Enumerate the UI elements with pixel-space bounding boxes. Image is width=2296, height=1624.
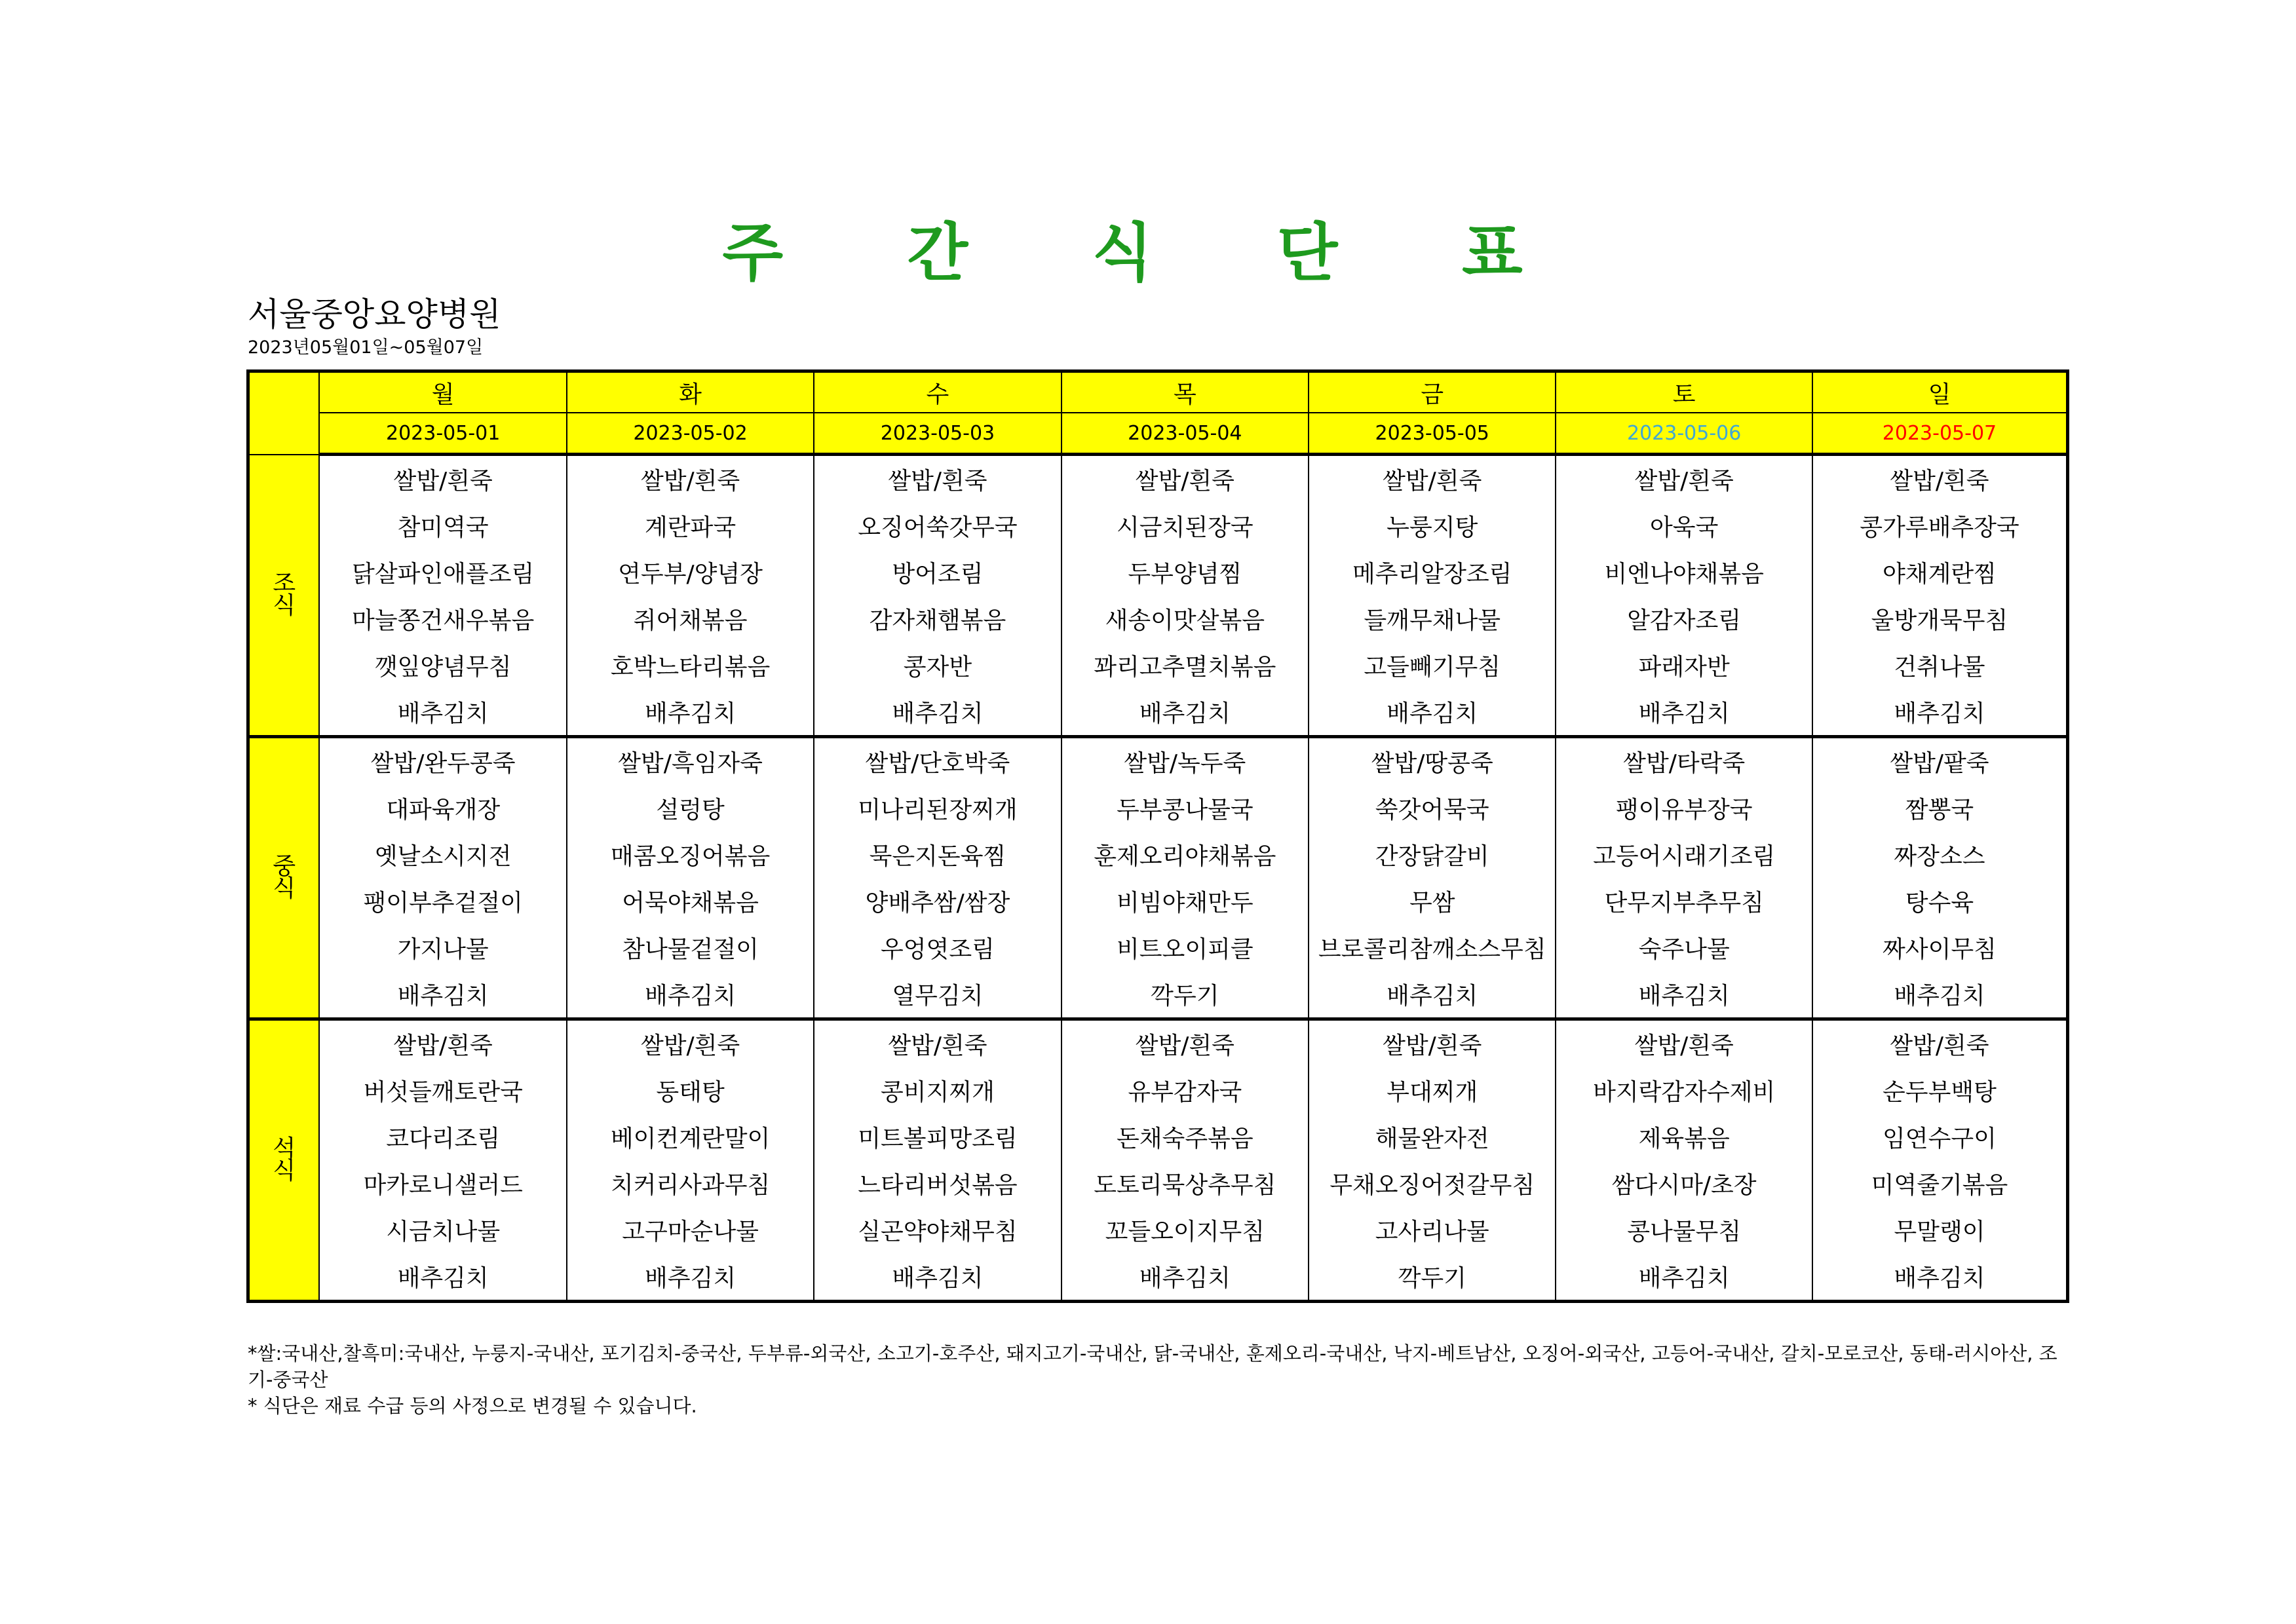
menu-item: 팽이유부장국 xyxy=(1556,785,1812,831)
table-row xyxy=(248,1067,2068,1114)
menu-item: 들깨무채나물 xyxy=(1309,595,1556,642)
table-row xyxy=(248,1253,2068,1302)
menu-item: 코다리조림 xyxy=(319,1114,566,1160)
menu-item: 배추김치 xyxy=(1062,689,1309,737)
menu-item: 쥐어채볶음 xyxy=(567,595,814,642)
menu-item: 쌀밥/타락죽 xyxy=(1556,737,1812,785)
menu-item: 쌀밥/흰죽 xyxy=(1556,455,1812,503)
table-row xyxy=(248,455,2068,503)
menu-item: 두부콩나물국 xyxy=(1062,785,1309,831)
menu-item: 배추김치 xyxy=(567,1253,814,1302)
table-row xyxy=(248,1114,2068,1160)
menu-item: 부대찌개 xyxy=(1309,1067,1556,1114)
menu-item: 아욱국 xyxy=(1556,502,1812,549)
menu-item: 무채오징어젓갈무침 xyxy=(1309,1160,1556,1207)
menu-item: 탕수육 xyxy=(1812,878,2068,924)
menu-item: 해물완자전 xyxy=(1309,1114,1556,1160)
meal-label-breakfast: 조 식 xyxy=(248,455,320,737)
notes xyxy=(248,1340,2076,1419)
menu-item: 두부양념찜 xyxy=(1062,549,1309,595)
menu-item: 옛날소시지전 xyxy=(319,831,566,878)
menu-item: 무쌈 xyxy=(1309,878,1556,924)
menu-item: 숙주나물 xyxy=(1556,924,1812,971)
menu-item: 배추김치 xyxy=(1309,971,1556,1019)
menu-item: 시금치나물 xyxy=(319,1207,566,1253)
menu-item: 바지락감자수제비 xyxy=(1556,1067,1812,1114)
menu-item: 배추김치 xyxy=(814,1253,1061,1302)
menu-item: 쌀밥/흰죽 xyxy=(814,1019,1061,1068)
menu-item: 쑥갓어묵국 xyxy=(1309,785,1556,831)
menu-item: 배추김치 xyxy=(1812,1253,2068,1302)
date-fri: 2023-05-05 xyxy=(1309,413,1556,455)
table-row xyxy=(248,1160,2068,1207)
menu-item: 콩자반 xyxy=(814,642,1061,689)
table-corner xyxy=(248,371,320,455)
menu-item: 가지나물 xyxy=(319,924,566,971)
menu-item: 쌀밥/흰죽 xyxy=(319,1019,566,1068)
date-mon: 2023-05-01 xyxy=(319,413,566,455)
menu-item: 깍두기 xyxy=(1062,971,1309,1019)
menu-item: 쌀밥/흰죽 xyxy=(1062,455,1309,503)
menu-item: 연두부/양념장 xyxy=(567,549,814,595)
menu-item: 파래자반 xyxy=(1556,642,1812,689)
menu-item: 배추김치 xyxy=(567,971,814,1019)
menu-item: 짜장소스 xyxy=(1812,831,2068,878)
menu-item: 배추김치 xyxy=(1556,689,1812,737)
day-name-fri: 금 xyxy=(1309,371,1556,413)
menu-item: 울방개묵무침 xyxy=(1812,595,2068,642)
menu-item: 호박느타리볶음 xyxy=(567,642,814,689)
menu-item: 오징어쑥갓무국 xyxy=(814,502,1061,549)
menu-item: 도토리묵상추무침 xyxy=(1062,1160,1309,1207)
meal-label-lunch: 중 식 xyxy=(248,737,320,1019)
menu-item: 짜사이무침 xyxy=(1812,924,2068,971)
menu-item: 순두부백탕 xyxy=(1812,1067,2068,1114)
menu-item: 방어조림 xyxy=(814,549,1061,595)
day-name-tue: 화 xyxy=(567,371,814,413)
table-row xyxy=(248,1207,2068,1253)
menu-item: 느타리버섯볶음 xyxy=(814,1160,1061,1207)
menu-item: 참미역국 xyxy=(319,502,566,549)
menu-item: 배추김치 xyxy=(1812,689,2068,737)
table-row xyxy=(248,924,2068,971)
table-row xyxy=(248,878,2068,924)
menu-item: 매콤오징어볶음 xyxy=(567,831,814,878)
menu-item: 우엉엿조림 xyxy=(814,924,1061,971)
meal-label-dinner: 석 식 xyxy=(248,1019,320,1302)
menu-item: 알감자조림 xyxy=(1556,595,1812,642)
menu-item: 간장닭갈비 xyxy=(1309,831,1556,878)
table-row xyxy=(248,689,2068,737)
hospital-name: 서울중앙요양병원 xyxy=(248,295,501,333)
table-row xyxy=(248,595,2068,642)
table-row xyxy=(248,831,2068,878)
day-name-wed: 수 xyxy=(814,371,1061,413)
menu-item: 치커리사과무침 xyxy=(567,1160,814,1207)
menu-item: 쌀밥/녹두죽 xyxy=(1062,737,1309,785)
menu-item: 베이컨계란말이 xyxy=(567,1114,814,1160)
menu-item: 쌀밥/흰죽 xyxy=(814,455,1061,503)
date-row xyxy=(248,413,2068,455)
menu-item: 고등어시래기조림 xyxy=(1556,831,1812,878)
menu-item: 시금치된장국 xyxy=(1062,502,1309,549)
day-name-thu: 목 xyxy=(1062,371,1309,413)
menu-item: 단무지부추무침 xyxy=(1556,878,1812,924)
menu-item: 배추김치 xyxy=(814,689,1061,737)
menu-item: 비빔야채만두 xyxy=(1062,878,1309,924)
menu-item: 고사리나물 xyxy=(1309,1207,1556,1253)
menu-item: 배추김치 xyxy=(1309,689,1556,737)
menu-item: 누룽지탕 xyxy=(1309,502,1556,549)
date-sun: 2023-05-07 xyxy=(1812,413,2068,455)
menu-item: 쌀밥/땅콩죽 xyxy=(1309,737,1556,785)
menu-item: 닭살파인애플조림 xyxy=(319,549,566,595)
table-row xyxy=(248,502,2068,549)
menu-item: 쌀밥/흰죽 xyxy=(567,455,814,503)
menu-item: 쌀밥/흰죽 xyxy=(1309,1019,1556,1068)
table-row xyxy=(248,785,2068,831)
day-name-sun: 일 xyxy=(1812,371,2068,413)
menu-item: 감자채햄볶음 xyxy=(814,595,1061,642)
menu-item: 어묵야채볶음 xyxy=(567,878,814,924)
menu-item: 마카로니샐러드 xyxy=(319,1160,566,1207)
menu-item: 버섯들깨토란국 xyxy=(319,1067,566,1114)
menu-item: 깍두기 xyxy=(1309,1253,1556,1302)
date-wed: 2023-05-03 xyxy=(814,413,1061,455)
menu-item: 쌀밥/흰죽 xyxy=(1812,1019,2068,1068)
date-tue: 2023-05-02 xyxy=(567,413,814,455)
menu-item: 쌀밥/흰죽 xyxy=(1556,1019,1812,1068)
menu-item: 비엔나야채볶음 xyxy=(1556,549,1812,595)
day-name-row xyxy=(248,371,2068,413)
menu-item: 쌀밥/완두콩죽 xyxy=(319,737,566,785)
day-name-mon: 월 xyxy=(319,371,566,413)
menu-item: 실곤약야채무침 xyxy=(814,1207,1061,1253)
menu-item: 돈채숙주볶음 xyxy=(1062,1114,1309,1160)
menu-item: 계란파국 xyxy=(567,502,814,549)
menu-item: 무말랭이 xyxy=(1812,1207,2068,1253)
menu-item: 묵은지돈육찜 xyxy=(814,831,1061,878)
menu-item: 쌀밥/흰죽 xyxy=(1062,1019,1309,1068)
menu-item: 쌀밥/흰죽 xyxy=(319,455,566,503)
origin-note: *쌀:국내산,찰흑미:국내산, 누룽지-국내산, 포기김치-중국산, 두부류-외국산, 소고기-호주산, 돼지고기-국내산, 닭-국내산, 훈제오리-국내산, 낙지-베트남산, 오징어-외국산, 고등어-국내산, 갈치-모로코산, 동태-러시아산, 조기-중국산 xyxy=(248,1342,2057,1391)
menu-item: 참나물겉절이 xyxy=(567,924,814,971)
date-thu: 2023-05-04 xyxy=(1062,413,1309,455)
menu-item: 쌀밥/단호박죽 xyxy=(814,737,1061,785)
menu-item: 고들빼기무침 xyxy=(1309,642,1556,689)
menu-item: 배추김치 xyxy=(567,689,814,737)
menu-period: 2023년05월01일~05월07일 xyxy=(248,337,484,358)
menu-item: 콩나물무침 xyxy=(1556,1207,1812,1253)
menu-item: 미나리된장찌개 xyxy=(814,785,1061,831)
change-note: * 식단은 재료 수급 등의 사정으로 변경될 수 있습니다. xyxy=(248,1395,697,1417)
menu-item: 깻잎양념무침 xyxy=(319,642,566,689)
menu-item: 브로콜리참깨소스무침 xyxy=(1309,924,1556,971)
menu-item: 임연수구이 xyxy=(1812,1114,2068,1160)
table-row xyxy=(248,737,2068,785)
menu-item: 설렁탕 xyxy=(567,785,814,831)
menu-item: 쌀밥/흑임자죽 xyxy=(567,737,814,785)
table-row xyxy=(248,971,2068,1019)
table-row xyxy=(248,1019,2068,1068)
table-row xyxy=(248,642,2068,689)
menu-item: 동태탕 xyxy=(567,1067,814,1114)
menu-item: 미역줄기볶음 xyxy=(1812,1160,2068,1207)
menu-item: 양배추쌈/쌈장 xyxy=(814,878,1061,924)
menu-item: 메추리알장조림 xyxy=(1309,549,1556,595)
menu-item: 쌀밥/흰죽 xyxy=(1309,455,1556,503)
menu-item: 배추김치 xyxy=(1812,971,2068,1019)
menu-item: 짬뽕국 xyxy=(1812,785,2068,831)
menu-item: 배추김치 xyxy=(319,1253,566,1302)
menu-item: 쌀밥/팥죽 xyxy=(1812,737,2068,785)
menu-item: 팽이부추겉절이 xyxy=(319,878,566,924)
menu-item: 유부감자국 xyxy=(1062,1067,1309,1114)
menu-item: 야채계란찜 xyxy=(1812,549,2068,595)
menu-item: 꼬들오이지무침 xyxy=(1062,1207,1309,1253)
menu-item: 열무김치 xyxy=(814,971,1061,1019)
menu-item: 훈제오리야채볶음 xyxy=(1062,831,1309,878)
menu-item: 배추김치 xyxy=(319,971,566,1019)
menu-item: 제육볶음 xyxy=(1556,1114,1812,1160)
page-title: 주 간 식 단 표 xyxy=(722,216,1574,290)
menu-item: 미트볼피망조림 xyxy=(814,1114,1061,1160)
menu-item: 배추김치 xyxy=(319,689,566,737)
menu-item: 콩가루배추장국 xyxy=(1812,502,2068,549)
menu-item: 콩비지찌개 xyxy=(814,1067,1061,1114)
menu-item: 새송이맛살볶음 xyxy=(1062,595,1309,642)
menu-item: 배추김치 xyxy=(1556,1253,1812,1302)
menu-item: 비트오이피클 xyxy=(1062,924,1309,971)
menu-item: 마늘쫑건새우볶음 xyxy=(319,595,566,642)
menu-item: 쌈다시마/초장 xyxy=(1556,1160,1812,1207)
menu-item: 건취나물 xyxy=(1812,642,2068,689)
menu-item: 배추김치 xyxy=(1556,971,1812,1019)
menu-item: 대파육개장 xyxy=(319,785,566,831)
menu-item: 꽈리고추멸치볶음 xyxy=(1062,642,1309,689)
menu-item: 쌀밥/흰죽 xyxy=(567,1019,814,1068)
menu-item: 쌀밥/흰죽 xyxy=(1812,455,2068,503)
menu-item: 배추김치 xyxy=(1062,1253,1309,1302)
date-sat: 2023-05-06 xyxy=(1556,413,1812,455)
menu-item: 고구마순나물 xyxy=(567,1207,814,1253)
weekly-menu-table xyxy=(246,369,2069,1303)
day-name-sat: 토 xyxy=(1556,371,1812,413)
table-row xyxy=(248,549,2068,595)
